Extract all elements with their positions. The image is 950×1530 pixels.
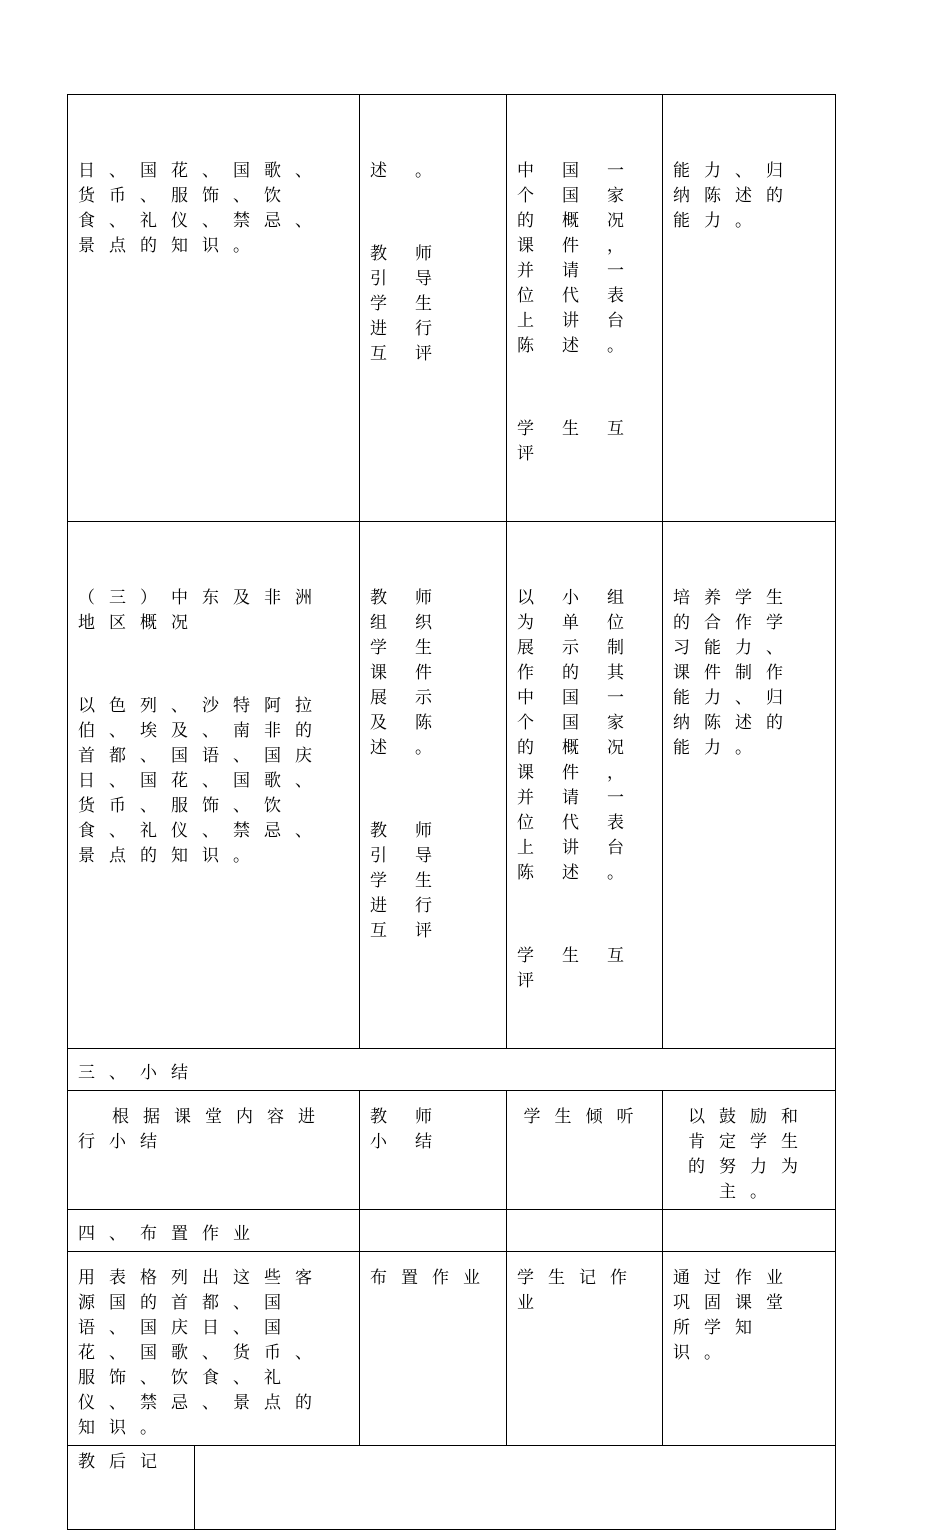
empty-cell (507, 1210, 663, 1252)
table-row (68, 95, 836, 522)
teacher-activity-cell (360, 1252, 507, 1446)
student-activity-text: 学生记作业 (517, 1268, 641, 1313)
lesson-plan-table (67, 94, 836, 1530)
student-activity-cell (507, 1091, 663, 1210)
notes-label: 教后记 (78, 1452, 171, 1472)
content-text: 根据课堂内容进行小结 (78, 1107, 329, 1152)
student-activity-text: 以小组为单位展示制作的其中国一个国家的概况课件，并请一位代表上讲台陈述。 (517, 588, 652, 883)
content-cell (68, 522, 360, 1049)
section-header-row (68, 1210, 836, 1252)
design-intent-cell (663, 1091, 836, 1210)
teacher-activity-cell (360, 1091, 507, 1210)
design-intent-text: 能力、归纳陈述的能力。 (673, 161, 797, 231)
teacher-activity-cell (360, 95, 507, 522)
section-title-cell (68, 1210, 360, 1252)
student-activity-text: 学生互评 (517, 946, 652, 991)
teacher-activity-text: 教师小结 (370, 1107, 460, 1152)
teacher-activity-text: 述。 (370, 161, 460, 181)
section-title: 四、布置作业 (78, 1224, 264, 1244)
notes-row (68, 1446, 836, 1530)
teacher-activity-cell (360, 522, 507, 1049)
notes-label-cell (68, 1446, 195, 1530)
content-cell (68, 95, 360, 522)
design-intent-cell (663, 1252, 836, 1446)
content-heading: （三）中东及非洲地区概况 (78, 588, 326, 633)
section-title-cell (68, 1049, 836, 1091)
teacher-activity-text: 教师引导学生进行互评 (370, 821, 460, 941)
teacher-activity-text: 布置作业 (370, 1268, 494, 1288)
student-activity-cell (507, 1252, 663, 1446)
empty-cell (663, 1210, 836, 1252)
design-intent-cell (663, 522, 836, 1049)
design-intent-text: 通过作业巩固课堂所学知识。 (673, 1268, 797, 1363)
notes-content (195, 1446, 835, 1464)
empty-cell (360, 1210, 507, 1252)
notes-content-cell (195, 1446, 836, 1530)
section-title: 三、小结 (78, 1063, 202, 1083)
table-row (68, 1091, 836, 1210)
section-header-row (68, 1049, 836, 1091)
content-text: 用表格列出这些客源国的首都、国语、国庆日、国花、国歌、货币、服饰、饮食、礼仪、禁忌、景点的知识。 (78, 1268, 326, 1438)
content-text: 日、国花、国歌、货币、服饰、饮食、礼仪、禁忌、景点的知识。 (78, 161, 326, 256)
table-row (68, 522, 836, 1049)
content-cell (68, 1252, 360, 1446)
content-text: 以色列、沙特阿拉伯、埃及、南非的首都、国语、国庆日、国花、国歌、货币、服饰、饮食、礼仪、禁忌、景点的知识。 (78, 696, 326, 866)
teacher-activity-text: 教师引导学生进行互评 (370, 244, 460, 364)
teacher-activity-text: 教师组织学生课件展示及陈述。 (370, 588, 460, 758)
student-activity-cell (507, 522, 663, 1049)
student-activity-text: 学生互评 (517, 419, 652, 464)
student-activity-text: 中国一个国家的概况课件，并请一位代表上讲台陈述。 (517, 161, 652, 356)
design-intent-text: 培养学生的合作学习能力、课件制作能力、归纳陈述的能力。 (673, 588, 797, 758)
student-activity-text: 学生倾听 (523, 1107, 648, 1127)
design-intent-text: 以鼓励和肯定学生的努力为主。 (688, 1107, 812, 1202)
table-row (68, 1252, 836, 1446)
content-cell (68, 1091, 360, 1210)
design-intent-cell (663, 95, 836, 522)
student-activity-cell (507, 95, 663, 522)
